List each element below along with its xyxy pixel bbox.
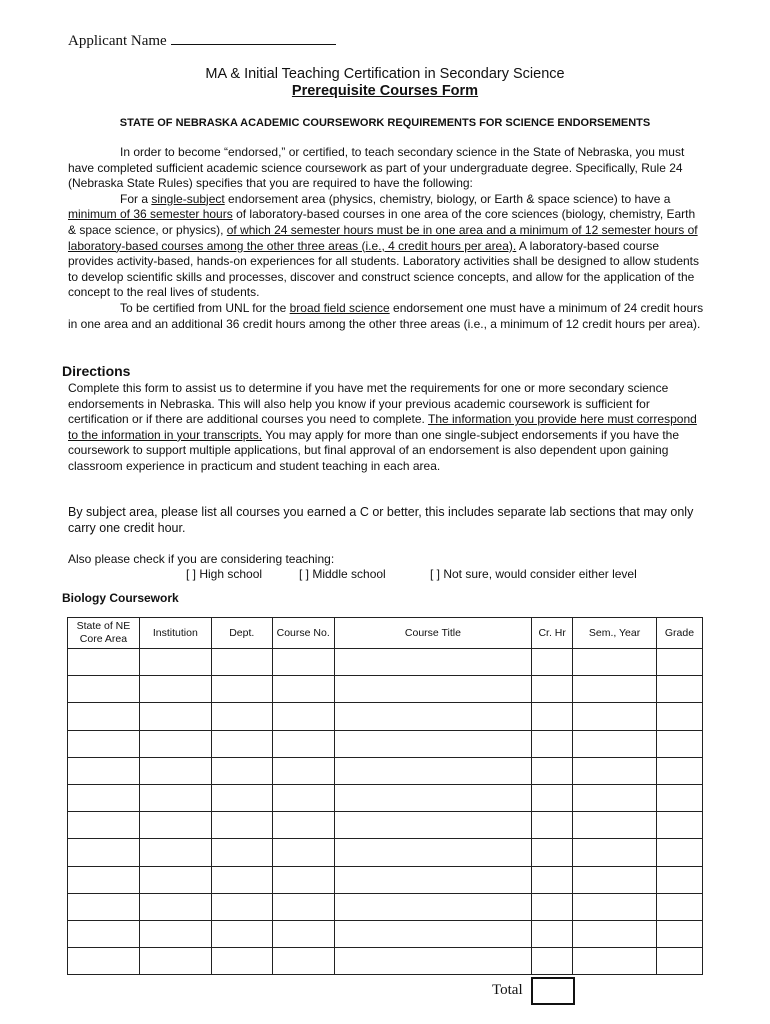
biology-coursework-table bbox=[67, 617, 703, 975]
form-title: MA & Initial Teaching Certification in Secondary Science bbox=[205, 66, 565, 82]
intro-paragraph-1: In order to become “endorsed,” or certified, to teach secondary science in the State of Nebraska, you must have completed sufficient academic science coursework as part of your undergraduate degree. Specifically, Rule 24 (Nebraska State Rules) specifies that you are required to have the following: bbox=[68, 145, 685, 191]
table-cell[interactable] bbox=[272, 866, 334, 893]
directions-p1-a: Complete this form to assist us to determine if you have met the requirements for one or more secondary science endorsements in Nebraska. This will also help you know if your previous academic coursework is sufficient for certification or if there are additional courses you need to complete. bbox=[68, 381, 669, 427]
intro-paragraph-2 bbox=[68, 192, 704, 301]
table-row bbox=[68, 839, 703, 866]
table-cell[interactable] bbox=[211, 649, 272, 676]
table-cell[interactable] bbox=[334, 920, 532, 947]
table-cell[interactable] bbox=[573, 948, 657, 975]
intro-p3-c: endorsement one must have a minimum of 24 credit hours in one area and an additional 36 credit hours among the other three areas (i.e., a minimum of 12 credit hours per area). bbox=[68, 300, 704, 331]
table-cell[interactable] bbox=[211, 839, 272, 866]
option-not-sure[interactable]: [ ] Not sure, would consider either level bbox=[430, 567, 637, 581]
table-cell[interactable] bbox=[68, 730, 140, 757]
table-cell[interactable] bbox=[656, 730, 702, 757]
table-cell[interactable] bbox=[139, 784, 211, 811]
table-cell[interactable] bbox=[573, 920, 657, 947]
table-cell[interactable] bbox=[139, 866, 211, 893]
table-cell[interactable] bbox=[532, 784, 573, 811]
table-row bbox=[68, 703, 703, 730]
table-cell[interactable] bbox=[139, 730, 211, 757]
table-row bbox=[68, 920, 703, 947]
table-cell[interactable] bbox=[334, 784, 532, 811]
table-cell[interactable] bbox=[68, 812, 140, 839]
table-row bbox=[68, 784, 703, 811]
table-cell[interactable] bbox=[139, 757, 211, 784]
table-cell[interactable] bbox=[656, 866, 702, 893]
table-cell[interactable] bbox=[272, 948, 334, 975]
table-cell[interactable] bbox=[656, 676, 702, 703]
col-grade: Grade bbox=[656, 618, 702, 649]
intro-p2-single-subject: single-subject bbox=[151, 191, 225, 206]
directions-paragraph-3: Also please check if you are considering teaching: bbox=[68, 552, 335, 566]
table-cell[interactable] bbox=[573, 676, 657, 703]
table-cell[interactable] bbox=[139, 948, 211, 975]
col-semester-year: Sem., Year bbox=[573, 618, 657, 649]
table-cell[interactable] bbox=[211, 757, 272, 784]
table-cell[interactable] bbox=[139, 893, 211, 920]
table-cell[interactable] bbox=[211, 676, 272, 703]
table-cell[interactable] bbox=[272, 920, 334, 947]
col-dept: Dept. bbox=[211, 618, 272, 649]
table-cell[interactable] bbox=[334, 676, 532, 703]
table-cell[interactable] bbox=[211, 866, 272, 893]
table-cell[interactable] bbox=[139, 649, 211, 676]
table-cell[interactable] bbox=[334, 757, 532, 784]
total-label: Total bbox=[492, 982, 523, 998]
directions-paragraph-2: By subject area, please list all courses you earned a C or better, this includes separate lab sections that may only carry one credit hour. bbox=[68, 505, 694, 535]
intro-p3-a: To be certified from UNL for the bbox=[120, 300, 290, 315]
table-cell[interactable] bbox=[656, 784, 702, 811]
table-cell[interactable] bbox=[656, 703, 702, 730]
table-cell[interactable] bbox=[532, 676, 573, 703]
table-cell[interactable] bbox=[532, 703, 573, 730]
col-credit-hours: Cr. Hr bbox=[532, 618, 573, 649]
table-cell[interactable] bbox=[573, 784, 657, 811]
table-cell[interactable] bbox=[573, 757, 657, 784]
intro-p2-minimum-hours: minimum of 36 semester hours bbox=[68, 207, 233, 222]
directions-p1-transcripts: The information you provide here must correspond to the information in your transcripts. bbox=[68, 412, 697, 442]
table-cell[interactable] bbox=[139, 676, 211, 703]
table-cell[interactable] bbox=[139, 839, 211, 866]
table-cell[interactable] bbox=[272, 757, 334, 784]
intro-p2-e: of laboratory-based courses in one area of the core sciences (biology, chemistry, Earth & space science, or physics), bbox=[68, 207, 696, 237]
table-cell[interactable] bbox=[532, 893, 573, 920]
table-cell[interactable] bbox=[68, 784, 140, 811]
table-cell[interactable] bbox=[68, 839, 140, 866]
intro-p3-broad-field: broad field science bbox=[289, 300, 390, 315]
table-cell[interactable] bbox=[272, 676, 334, 703]
table-cell[interactable] bbox=[68, 948, 140, 975]
applicant-name-line[interactable] bbox=[171, 30, 336, 45]
table-cell[interactable] bbox=[139, 920, 211, 947]
table-cell[interactable] bbox=[211, 812, 272, 839]
table-cell[interactable] bbox=[334, 812, 532, 839]
table-cell[interactable] bbox=[68, 866, 140, 893]
table-row bbox=[68, 866, 703, 893]
table-cell[interactable] bbox=[573, 730, 657, 757]
intro-section bbox=[68, 145, 704, 332]
table-cell[interactable] bbox=[532, 866, 573, 893]
col-course-title: Course Title bbox=[334, 618, 532, 649]
table-row bbox=[68, 730, 703, 757]
table-cell[interactable] bbox=[68, 676, 140, 703]
table-cell[interactable] bbox=[68, 893, 140, 920]
table-cell[interactable] bbox=[532, 730, 573, 757]
table-cell[interactable] bbox=[573, 839, 657, 866]
table-cell[interactable] bbox=[334, 703, 532, 730]
table-cell[interactable] bbox=[532, 757, 573, 784]
table-cell[interactable] bbox=[532, 948, 573, 975]
table-cell[interactable] bbox=[573, 893, 657, 920]
table-header-row bbox=[68, 618, 703, 649]
table-cell[interactable] bbox=[272, 812, 334, 839]
state-heading: STATE OF NEBRASKA ACADEMIC COURSEWORK REQUIREMENTS FOR SCIENCE ENDORSEMENTS bbox=[119, 117, 651, 129]
col-core-area: State of NE Core Area bbox=[68, 618, 140, 649]
table-cell[interactable] bbox=[334, 948, 532, 975]
table-cell[interactable] bbox=[272, 784, 334, 811]
table-cell[interactable] bbox=[211, 784, 272, 811]
table-cell[interactable] bbox=[211, 920, 272, 947]
table-cell[interactable] bbox=[532, 812, 573, 839]
directions-heading: Directions bbox=[62, 363, 131, 379]
table-cell[interactable] bbox=[211, 893, 272, 920]
table-cell[interactable] bbox=[68, 920, 140, 947]
table-cell[interactable] bbox=[656, 920, 702, 947]
table-cell[interactable] bbox=[656, 893, 702, 920]
total-input-box[interactable] bbox=[531, 977, 575, 1005]
table-cell[interactable] bbox=[532, 839, 573, 866]
table-cell[interactable] bbox=[573, 812, 657, 839]
table-cell[interactable] bbox=[334, 649, 532, 676]
table-cell[interactable] bbox=[532, 649, 573, 676]
table-row bbox=[68, 757, 703, 784]
table-cell[interactable] bbox=[68, 649, 140, 676]
table-cell[interactable] bbox=[139, 812, 211, 839]
intro-p2-requirement: of which 24 semester hours must be in one area and a minimum of 12 semester hours of laboratory-based courses among the other three areas (i.e., 4 credit hours per area). bbox=[68, 222, 698, 253]
table-cell[interactable] bbox=[656, 649, 702, 676]
directions-paragraph-1 bbox=[68, 381, 704, 475]
table-cell[interactable] bbox=[211, 730, 272, 757]
table-cell[interactable] bbox=[573, 649, 657, 676]
table-cell[interactable] bbox=[573, 866, 657, 893]
applicant-name-label: Applicant Name bbox=[68, 33, 167, 49]
table-cell[interactable] bbox=[272, 839, 334, 866]
table-cell[interactable] bbox=[68, 703, 140, 730]
intro-paragraph-3 bbox=[68, 301, 704, 332]
intro-p2-c: endorsement area (physics, chemistry, biology, or Earth & space science) to have a bbox=[224, 191, 671, 206]
biology-heading: Biology Coursework bbox=[62, 591, 179, 605]
table-cell[interactable] bbox=[68, 757, 140, 784]
table-cell[interactable] bbox=[532, 920, 573, 947]
option-middle-school[interactable]: [ ] Middle school bbox=[299, 567, 386, 581]
table-cell[interactable] bbox=[139, 703, 211, 730]
intro-p2-g: A laboratory-based course provides activity-based, hands-on experiences for all students. Laboratory activities shall be designed to allow students to develop scientific skills and processes, discover and construct science concepts, and allow for the application of the concept to the real lives of students. bbox=[68, 238, 700, 300]
table-cell[interactable] bbox=[656, 839, 702, 866]
table-cell[interactable] bbox=[272, 703, 334, 730]
table-cell[interactable] bbox=[211, 703, 272, 730]
table-cell[interactable] bbox=[656, 757, 702, 784]
table-row bbox=[68, 676, 703, 703]
table-row bbox=[68, 893, 703, 920]
table-row bbox=[68, 812, 703, 839]
table-cell[interactable] bbox=[272, 893, 334, 920]
table-cell[interactable] bbox=[334, 866, 532, 893]
table-cell[interactable] bbox=[334, 839, 532, 866]
option-high-school[interactable]: [ ] High school bbox=[186, 567, 263, 581]
table-cell[interactable] bbox=[334, 730, 532, 757]
col-institution: Institution bbox=[139, 618, 211, 649]
table-body bbox=[68, 649, 703, 975]
table-cell[interactable] bbox=[272, 730, 334, 757]
table-cell[interactable] bbox=[334, 893, 532, 920]
table-row bbox=[68, 649, 703, 676]
table-cell[interactable] bbox=[656, 948, 702, 975]
table-cell[interactable] bbox=[573, 703, 657, 730]
applicant-name-field bbox=[68, 30, 336, 50]
table-cell[interactable] bbox=[211, 948, 272, 975]
table-row bbox=[68, 948, 703, 975]
table-cell[interactable] bbox=[272, 649, 334, 676]
table-cell[interactable] bbox=[656, 812, 702, 839]
directions-p1-c: You may apply for more than one single-subject endorsements if you have the coursework to support multiple applications, but final approval of an endorsement is also dependent upon gaining classroom experience in practicum and student teaching in each area. bbox=[68, 427, 680, 473]
col-course-no: Course No. bbox=[272, 618, 334, 649]
intro-p2-a: For a bbox=[120, 191, 152, 206]
form-subtitle: Prerequisite Courses Form bbox=[291, 83, 479, 99]
